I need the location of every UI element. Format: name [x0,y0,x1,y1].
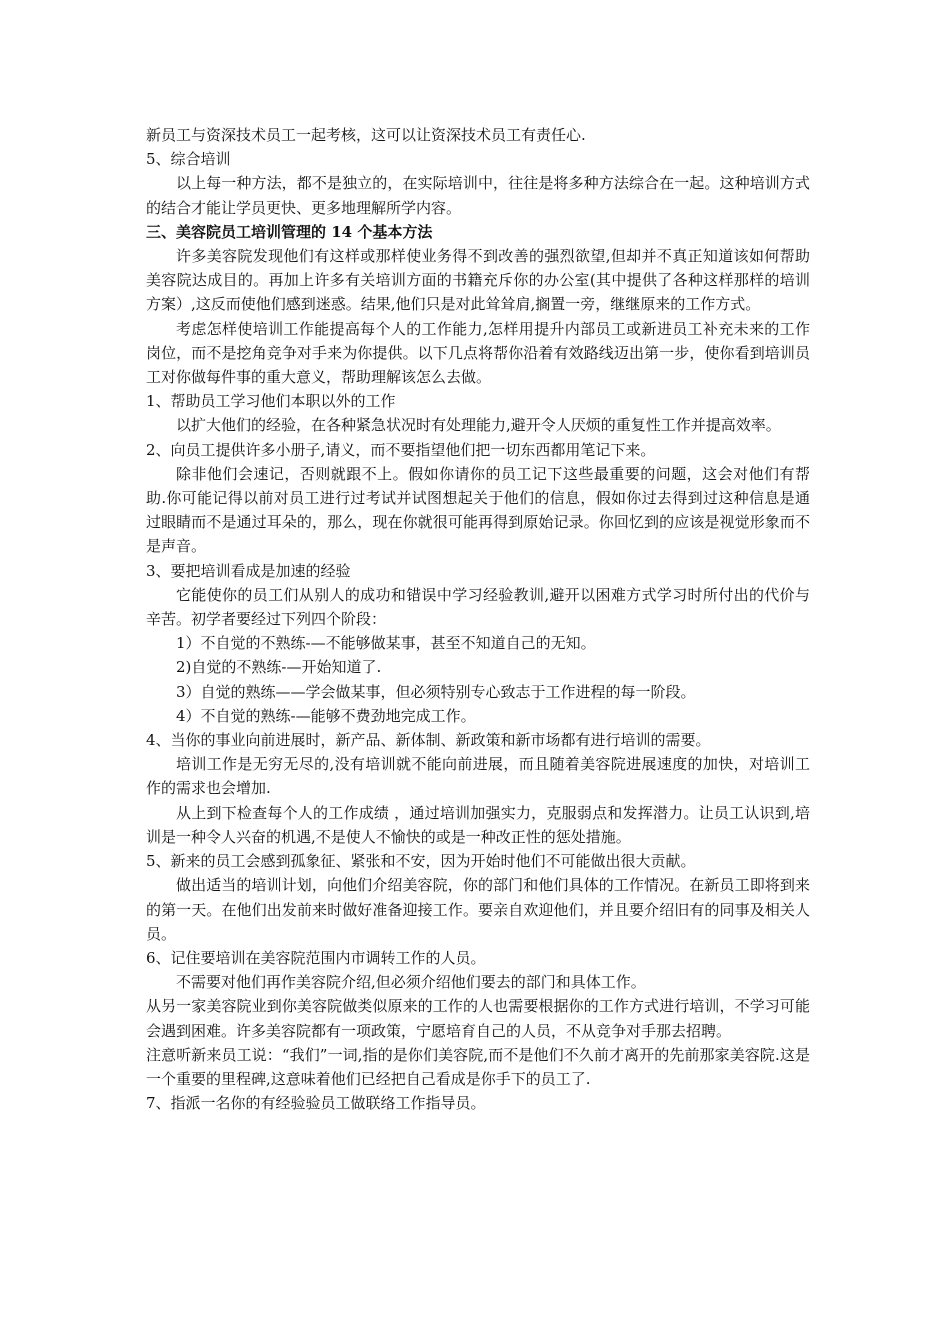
paragraph-23: 不需要对他们再作美容院介绍,但必须介绍他们要去的部门和具体工作。 [176,973,646,992]
paragraph-1: 新员工与资深技术员工一起考核，这可以让资深技术员工有责任心. [146,126,586,144]
document-body [146,123,810,1115]
stage-2: 2)自觉的不熟练-—开始知道了. [176,658,382,677]
paragraph-3: 以上每一种方法，都不是独立的，在实际培训中，往往是将多种方法综合在一起。这种培训方式的结合才能让学员更快、更多地理解所学内容。 [146,174,810,217]
paragraph-18: 培训工作是无穷无尽的,没有培训就不能向前进展，而且随着美容院进展速度的加快，对培训工作的需求也会增加. [146,755,810,798]
item-2-title: 2、向员工提供许多小册子,请义，而不要指望他们把一切东西都用笔记下来。 [146,440,656,459]
item-1-title: 1、帮助员工学习他们本职以外的工作 [146,392,396,411]
paragraph-25: 注意听新来员工说：“我们”一词,指的是你们美容院,而不是他们不久前才离开的先前那家美容院.这是一个重要的里程碑,这意味着他们已经把自己看成是你手下的员工了. [146,1045,810,1088]
item-5-title: 5、新来的员工会感到孤象征、紧张和不安，因为开始时他们不可能做出很大贡献。 [146,852,696,871]
paragraph-8: 以扩大他们的经验，在各种紧急状况时有处理能力,避开令人厌烦的重复性工作并提高效率。 [176,416,781,435]
paragraph-19: 从上到下检查每个人的工作成绩 ，通过培训加强实力，克服弱点和发挥潜力。让员工认识到,培训是一种令人兴奋的机遇,不是使人不愉快的或是一种改正性的惩处措施。 [146,803,810,846]
paragraph-21: 做出适当的培训计划，向他们介绍美容院，你的部门和他们具体的工作情况。在新员工即将到来的第一天。在他们出发前来时做好准备迎接工作。要亲自欢迎他们，并且要介绍旧有的同事及相关人员。 [146,876,810,943]
item-4-title: 4、当你的事业向前进展时，新产品、新体制、新政策和新市场都有进行培训的需要。 [146,731,711,750]
paragraph-12: 它能使你的员工们从别人的成功和错误中学习经验教训,避开以困难方式学习时所付出的代价与辛苦。初学者要经过下列四个阶段： [146,585,810,629]
section-heading: 三、美容院员工培训管理的 14 个基本方法 [146,222,433,241]
item-3-title: 3、要把培训看成是加速的经验 [146,561,351,580]
item-7-title: 7、指派一名你的有经验验员工做联络工作指导员。 [146,1094,486,1113]
section-5-title: 5、综合培训 [146,150,231,169]
item-6-title: 6、记住要培训在美容院范围内市调转工作的人员。 [146,948,486,967]
stage-4: 4）不自觉的熟练-—能够不费劲地完成工作。 [176,706,476,725]
paragraph-5: 许多美容院发现他们有这样或那样使业务得不到改善的强烈欲望,但却并不真正知道该如何帮助美容院达成目的。再加上许多有关培训方面的书籍充斥你的办公室(其中提供了各种这样那样的培训方案）,这反而使他们感到迷惑。结果,他们只是对此耸耸肩,搁置一旁，继继原来的工作方式。 [146,247,810,314]
stage-3: 3）自觉的熟练——学会做某事，但必须特别专心致志于工作进程的每一阶段。 [176,682,696,701]
stage-1: 1）不自觉的不熟练-—不能够做某事，甚至不知道自己的无知。 [176,634,596,653]
paragraph-6: 考虑怎样使培训工作能提高每个人的工作能力,怎样用提升内部员工或新进员工补充未来的工作岗位，而不是挖角竞争对手来为你提供。以下几点将帮你沿着有效路线迈出第一步，使你看到培训员工对你做每件事的重大意义，帮助理解该怎么去做。 [146,319,810,387]
paragraph-10: 除非他们会速记，否则就跟不上。假如你请你的员工记下这些最重要的问题，这会对他们有帮助.你可能记得以前对员工进行过考试并试图想起关于他们的信息，假如你过去得到过这种信息是通过眼睛而不是通过耳朵的，那么，现在你就很可能再得到原始记录。你回忆到的应该是视觉形象而不是声音。 [146,464,810,556]
paragraph-24: 从另一家美容院业到你美容院做类似原来的工作的人也需要根据你的工作方式进行培训，不学习可能会遇到困难。许多美容院都有一项政策，宁愿培育自己的人员，不从竞争对手那去招聘。 [146,997,810,1040]
